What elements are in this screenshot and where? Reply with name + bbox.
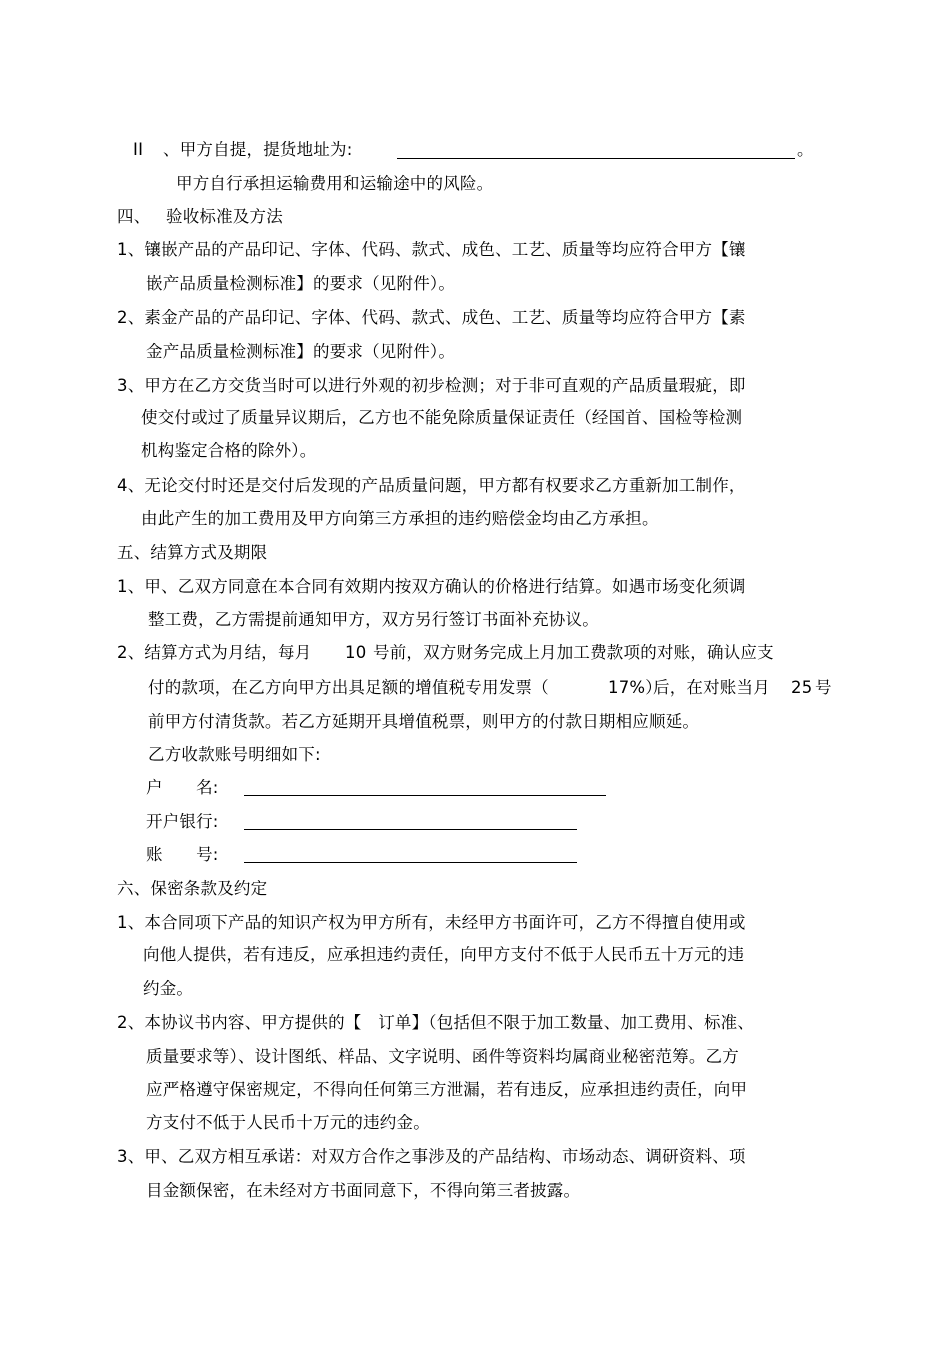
clause-line: 3、甲、乙双方相互承诺：对双方合作之事涉及的产品结构、市场动态、调研资料、项: [117, 1147, 746, 1166]
paragraph-line: 甲方自行承担运输费用和运输途中的风险。: [176, 174, 494, 193]
payment-day: 25: [791, 678, 813, 697]
clause-line: 1、镶嵌产品的产品印记、字体、代码、款式、成色、工艺、质量等均应符合甲方【镶: [117, 240, 746, 259]
clause-line: 1、甲、乙双方同意在本合同有效期内按双方确认的价格进行结算。如遇市场变化须调: [117, 577, 746, 596]
bank-label: 开户银行:: [146, 812, 219, 831]
clause-line: 2、本协议书内容、甲方提供的【 订单】（包括但不限于加工数量、加工费用、标准、: [117, 1013, 755, 1032]
clause-line: 前甲方付清货款。若乙方延期开具增值税票，则甲方的付款日期相应顺延。: [148, 712, 700, 731]
sentence-end: 。: [797, 140, 814, 159]
section-heading: 验收标准及方法: [166, 207, 283, 226]
clause-line: 金产品质量检测标准】的要求（见附件）。: [146, 342, 456, 361]
billing-day: 10: [345, 643, 367, 662]
account-name-label: 户 名:: [146, 778, 219, 797]
account-name-blank: [244, 795, 606, 796]
clause-line: 机构鉴定合格的除外）。: [141, 441, 317, 460]
clause-line: 4、无论交付时还是交付后发现的产品质量问题，甲方都有权要求乙方重新加工制作，: [117, 476, 746, 495]
bank-blank: [244, 829, 577, 830]
clause-line: 付的款项，在乙方向甲方出具足额的增值税专用发票（: [148, 678, 549, 697]
account-details-title: 乙方收款账号明细如下:: [148, 745, 321, 764]
clause-line: 目金额保密，在未经对方书面同意下，不得向第三者披露。: [146, 1181, 581, 1200]
tax-rate: 17%）: [608, 678, 662, 697]
clause-line: 应严格遵守保密规定，不得向任何第三方泄漏，若有违反，应承担违约责任，向甲: [146, 1080, 748, 1099]
section-heading: 五、结算方式及期限: [117, 543, 268, 562]
clause-line: 方支付不低于人民币十万元的违约金。: [146, 1113, 430, 1132]
clause-line: 号前，双方财务完成上月加工费款项的对账，确认应支: [373, 643, 774, 662]
clause-line: 号: [815, 678, 832, 697]
pickup-address-label: 、甲方自提，提货地址为:: [163, 140, 353, 159]
clause-line: 约金。: [143, 979, 194, 998]
item-number: II: [133, 140, 144, 159]
clause-line: 2、结算方式为月结，每月: [117, 643, 312, 662]
clause-line: 向他人提供，若有违反，应承担违约责任，向甲方支付不低于人民币五十万元的违: [143, 945, 745, 964]
clause-line: 整工费，乙方需提前通知甲方，双方另行签订书面补充协议。: [148, 610, 599, 629]
section-number: 四、: [117, 207, 151, 226]
clause-line: 3、甲方在乙方交货当时可以进行外观的初步检测；对于非可直观的产品质量瑕疵，即: [117, 376, 746, 395]
clause-line: 质量要求等）、设计图纸、样品、文字说明、函件等资料均属商业秘密范筹。乙方: [146, 1047, 739, 1066]
account-number-blank: [244, 862, 577, 863]
clause-line: 由此产生的加工费用及甲方向第三方承担的违约赔偿金均由乙方承担。: [141, 509, 659, 528]
clause-line: 1、本合同项下产品的知识产权为甲方所有，未经甲方书面许可，乙方不得擅自使用或: [117, 913, 746, 932]
clause-line: 嵌产品质量检测标准】的要求（见附件）。: [146, 274, 456, 293]
clause-line: 2、素金产品的产品印记、字体、代码、款式、成色、工艺、质量等均应符合甲方【素: [117, 308, 746, 327]
clause-line: 使交付或过了质量异议期后，乙方也不能免除质量保证责任（经国首、国检等检测: [141, 408, 743, 427]
section-heading: 六、保密条款及约定: [117, 879, 268, 898]
clause-line: 后，在对账当月: [653, 678, 770, 697]
pickup-address-blank: [397, 158, 795, 159]
account-number-label: 账 号:: [146, 845, 219, 864]
